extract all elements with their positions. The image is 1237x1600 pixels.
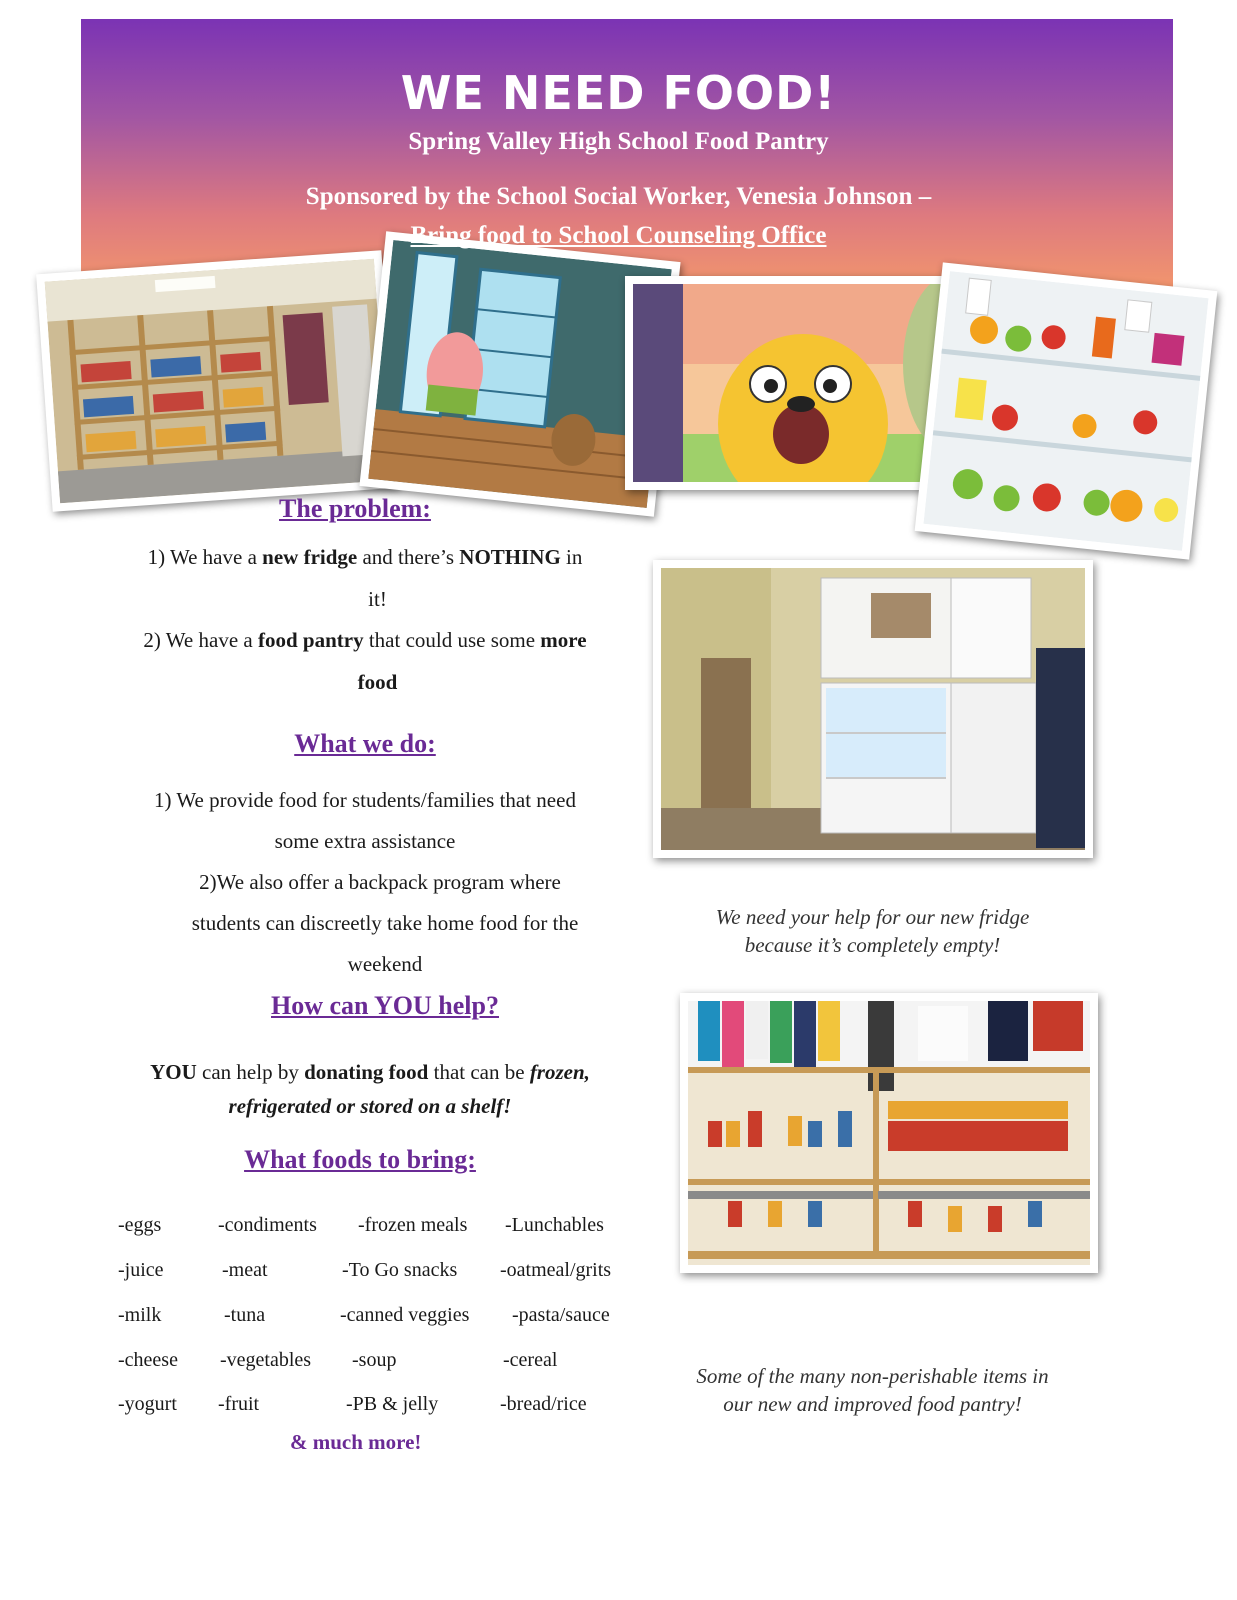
stocked-fridge-photo xyxy=(915,262,1218,559)
problem-heading: The problem: xyxy=(279,494,431,523)
foods-heading: What foods to bring: xyxy=(244,1145,476,1174)
food-item: -oatmeal/grits xyxy=(500,1259,612,1281)
what-we-do-line-2b: students can discreetly take home food for the xyxy=(191,911,579,935)
what-we-do-heading: What we do: xyxy=(294,729,436,758)
food-item: -eggs xyxy=(118,1214,162,1236)
what-we-do-line-2: 2)We also offer a backpack program where xyxy=(199,870,561,894)
help-heading: How can YOU help? xyxy=(271,991,499,1020)
food-item: -condiments xyxy=(218,1214,317,1236)
food-item: -canned veggies xyxy=(340,1304,470,1326)
sponsor-line: Sponsored by the School Social Worker, Venesia Johnson – xyxy=(305,183,932,210)
school-name: Spring Valley High School Food Pantry xyxy=(408,128,829,155)
problem-line-2: 2) We have a food pantry that could use some more xyxy=(143,628,587,652)
food-item: -To Go snacks xyxy=(342,1259,458,1281)
food-item: -soup xyxy=(352,1349,397,1371)
food-item: -yogurt xyxy=(118,1393,177,1415)
much-more-text: & much more! xyxy=(290,1430,422,1454)
food-item: -cheese xyxy=(118,1349,178,1371)
what-we-do-line-1: 1) We provide food for students/families that need xyxy=(154,788,576,812)
problem-line-1b: it! xyxy=(368,587,387,611)
food-item: -tuna xyxy=(224,1304,266,1326)
food-item: -PB & jelly xyxy=(346,1393,439,1415)
food-item: -frozen meals xyxy=(358,1214,468,1236)
food-item: -Lunchables xyxy=(505,1214,604,1236)
page-title: WE NEED FOOD! xyxy=(400,66,837,120)
dropoff-line xyxy=(0,222,1237,250)
what-we-do-line-2c: weekend xyxy=(347,952,423,976)
dropoff-text: Bring food to School Counseling Office xyxy=(410,222,827,249)
food-item: -fruit xyxy=(218,1393,260,1415)
food-item: -juice xyxy=(118,1259,164,1281)
pantry-room-photo xyxy=(36,250,398,512)
food-item: -meat xyxy=(222,1259,268,1281)
pantry-shelves-photo xyxy=(680,993,1098,1273)
fridge-caption-line-2: because it’s completely empty! xyxy=(744,933,1001,957)
food-item: -cereal xyxy=(503,1349,558,1371)
help-line-1: YOU can help by donating food that can be frozen, xyxy=(150,1060,590,1084)
problem-line-2b: food xyxy=(357,670,398,694)
fridge-caption-line-1: We need your help for our new fridge xyxy=(715,905,1030,929)
food-item: -vegetables xyxy=(220,1349,312,1371)
food-item: -milk xyxy=(118,1304,162,1326)
pantry-caption-line-1: Some of the many non-perishable items in xyxy=(696,1364,1049,1388)
what-we-do-line-1b: some extra assistance xyxy=(274,829,456,853)
food-item: -bread/rice xyxy=(500,1393,587,1415)
food-item: -pasta/sauce xyxy=(512,1304,610,1326)
problem-line-1: 1) We have a new fridge and there’s NOTHING in xyxy=(147,545,583,569)
help-line-2: refrigerated or stored on a shelf! xyxy=(228,1094,512,1118)
pantry-caption-line-2: our new and improved food pantry! xyxy=(723,1392,1022,1416)
empty-fridge-photo xyxy=(653,560,1093,858)
